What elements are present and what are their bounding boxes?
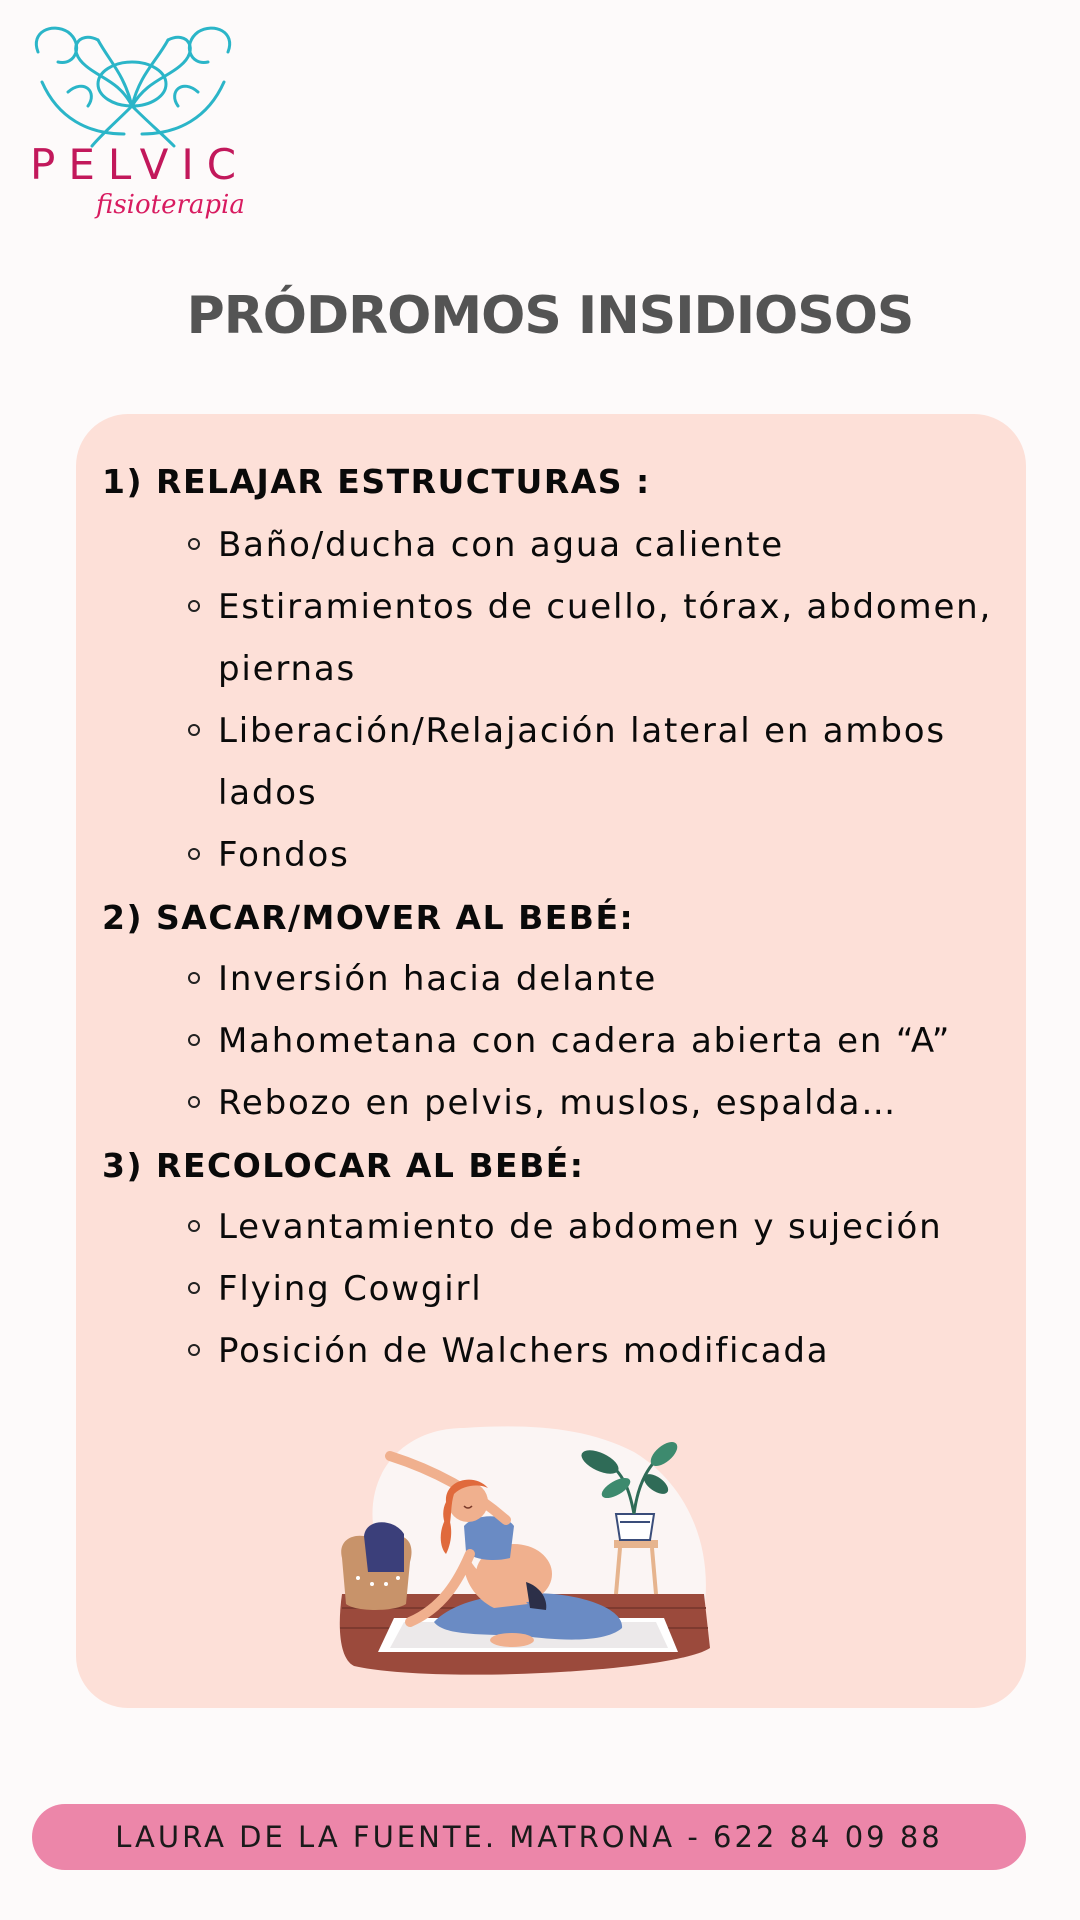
bullet-icon <box>188 724 200 736</box>
list-item: Baño/ducha con agua caliente <box>218 525 784 565</box>
bullet-icon <box>188 1220 200 1232</box>
list-item: Posición de Walchers modificada <box>218 1331 830 1371</box>
bullet-icon <box>188 538 200 550</box>
list-item: Rebozo en pelvis, muslos, espalda… <box>218 1083 898 1123</box>
list-item: Inversión hacia delante <box>218 959 658 999</box>
logo-subtitle: fisioterapia <box>96 190 245 220</box>
pregnant-yoga-illustration <box>334 1422 714 1678</box>
logo-brand-name: PELVIC <box>30 140 250 189</box>
page-title: PRÓDROMOS INSIDIOSOS <box>186 286 914 346</box>
list-item: Estiramientos de cuello, tórax, abdomen, piernas <box>218 587 993 689</box>
bullet-icon <box>188 848 200 860</box>
bullet-icon <box>188 600 200 612</box>
section-heading-relajar: 1) RELAJAR ESTRUCTURAS : <box>102 462 651 501</box>
footer-contact-bar <box>32 1804 1026 1870</box>
bullet-icon <box>188 1282 200 1294</box>
section-heading-sacar: 2) SACAR/MOVER AL BEBÉ: <box>102 898 635 937</box>
list-item: Flying Cowgirl <box>218 1269 483 1309</box>
section-heading-recolocar: 3) RECOLOCAR AL BEBÉ: <box>102 1146 585 1185</box>
list-item: Liberación/Relajación lateral en ambos lados <box>218 711 946 813</box>
bullet-icon <box>188 972 200 984</box>
list-item: Levantamiento de abdomen y sujeción <box>218 1207 943 1247</box>
bullet-icon <box>188 1034 200 1046</box>
list-item: Fondos <box>218 835 350 875</box>
list-item: Mahometana con cadera abierta en “A” <box>218 1021 952 1061</box>
bullet-icon <box>188 1096 200 1108</box>
bullet-icon <box>188 1344 200 1356</box>
footer-contact-text: LAURA DE LA FUENTE. MATRONA - 622 84 09 88 <box>115 1820 943 1854</box>
